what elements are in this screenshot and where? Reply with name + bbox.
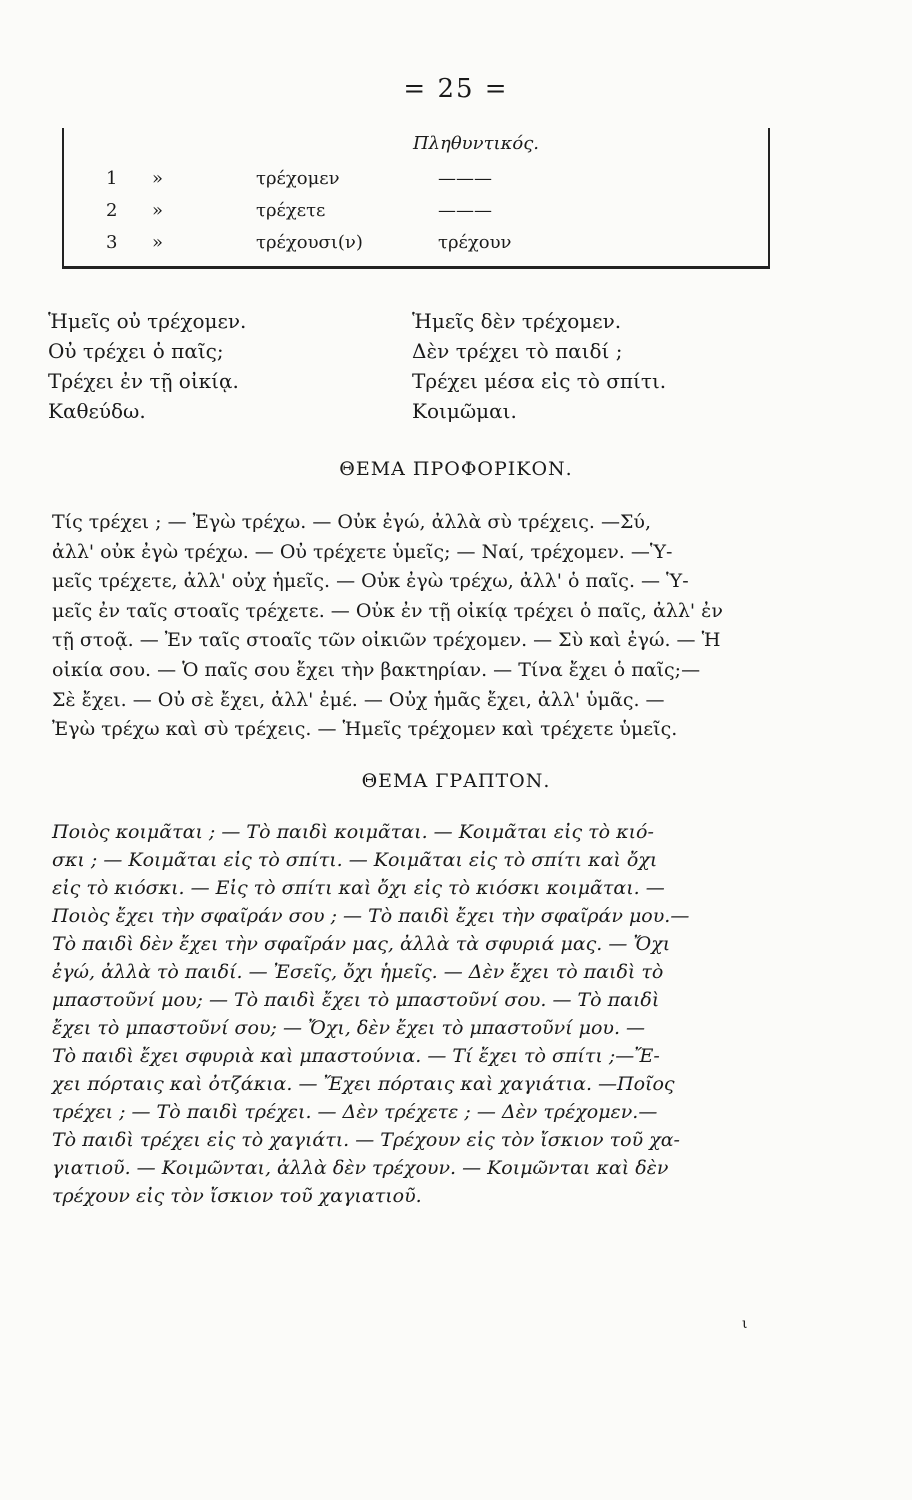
- example-line: Τρέχει μέσα εἰς τὸ σπίτι.: [412, 369, 667, 393]
- example-line: Τρέχει ἐν τῇ οἰκίᾳ.: [48, 369, 239, 393]
- example-line: Οὐ τρέχει ὁ παῖς;: [48, 339, 224, 363]
- written-exercise-heading: ΘΕΜΑ ΓΡΑΠΤΟΝ.: [361, 770, 551, 792]
- text-line: σκι ; — Κοιμᾶται εἰς τὸ σπίτι. — Κοιμᾶται εἰς τὸ σπίτι καὶ ὄχι: [52, 849, 658, 871]
- text-line: τρέχει ; — Τὸ παιδὶ τρέχει. — Δὲν τρέχετε ; — Δὲν τρέχομεν.—: [52, 1101, 658, 1123]
- verb-form: τρέχετε: [256, 200, 326, 221]
- table-heading: Πληθυντικός.: [412, 133, 540, 154]
- text-line: Τὸ παιδὶ ἔχει σφυριὰ καὶ μπαστούνια. — Τί ἔχει τὸ σπίτι ;—Ἔ-: [52, 1045, 660, 1067]
- oral-exercise-heading: ΘΕΜΑ ΠΡΟΦΟΡΙΚΟΝ.: [339, 458, 573, 480]
- text-line: ἐγώ, ἀλλὰ τὸ παιδί. — Ἐσεῖς, ὄχι ἡμεῖς. — Δὲν ἔχει τὸ παιδὶ τὸ: [52, 961, 664, 983]
- text-line: οἰκία σου. — Ὁ παῖς σου ἔχει τὴν βακτηρίαν. — Τίνα ἔχει ὁ παῖς;—: [52, 658, 701, 681]
- text-line: ἔχει τὸ μπαστοῦνί σου; — Ὄχι, δὲν ἔχει τὸ μπαστοῦνί μου. —: [52, 1017, 646, 1039]
- written-exercise-text: [52, 818, 784, 1210]
- text-line: Ἐγὼ τρέχω καὶ σὺ τρέχεις. — Ἡμεῖς τρέχομεν καὶ τρέχετε ὑμεῖς.: [52, 718, 678, 741]
- text-line: τῇ στοᾷ. — Ἐν ταῖς στοαῖς τῶν οἰκιῶν τρέχομεν. — Σὺ καὶ ἐγώ. — Ἡ: [52, 629, 721, 652]
- table-row: [64, 232, 768, 262]
- example-line: Ἡμεῖς δὲν τρέχομεν.: [412, 309, 622, 333]
- margin-mark: ι: [742, 1316, 748, 1332]
- example-line: Κοιμῶμαι.: [412, 399, 517, 423]
- ditto-mark: »: [152, 200, 164, 221]
- text-line: Σὲ ἔχει. — Οὐ σὲ ἔχει, ἀλλ' ἐμέ. — Οὐχ ἡμᾶς ἔχει, ἀλλ' ὑμᾶς. —: [52, 688, 665, 711]
- text-line: Τὸ παιδὶ τρέχει εἰς τὸ χαγιάτι. — Τρέχουν εἰς τὸν ἴσκιον τοῦ χα-: [52, 1129, 680, 1151]
- oral-exercise-text: [52, 508, 784, 745]
- verb-form-modern: ———: [438, 168, 492, 189]
- ancient-examples: [48, 306, 246, 426]
- ditto-mark: »: [152, 232, 164, 253]
- text-line: Τίς τρέχει ; — Ἐγὼ τρέχω. — Οὐκ ἐγώ, ἀλλὰ σὺ τρέχεις. —Σύ,: [52, 511, 651, 533]
- ditto-mark: »: [152, 168, 164, 189]
- text-line: μεῖς ἐν ταῖς στοαῖς τρέχετε. — Οὐκ ἐν τῇ οἰκίᾳ τρέχει ὁ παῖς, ἀλλ' ἐν: [52, 599, 723, 622]
- table-row: [64, 200, 768, 230]
- example-line: Δὲν τρέχει τὸ παιδί ;: [412, 339, 623, 363]
- example-line: Καθεύδω.: [48, 399, 146, 423]
- modern-examples: [412, 306, 666, 426]
- verb-form: τρέχομεν: [256, 168, 340, 189]
- text-line: ἀλλ' οὐκ ἐγὼ τρέχω. — Οὐ τρέχετε ὑμεῖς; — Ναί, τρέχομεν. —Ὑ-: [52, 540, 673, 563]
- text-line: μεῖς τρέχετε, ἀλλ' οὐχ ἡμεῖς. — Οὐκ ἐγὼ τρέχω, ἀλλ' ὁ παῖς. — Ὑ-: [52, 570, 689, 593]
- verb-form: τρέχουσι(ν): [256, 232, 363, 253]
- page-number: = 25 =: [403, 74, 509, 104]
- conjugation-table: [62, 128, 770, 269]
- text-line: χει πόρταις καὶ ὀτζάκια. — Ἔχει πόρταις καὶ χαγιάτια. —Ποῖος: [52, 1073, 675, 1095]
- table-row: [64, 168, 768, 198]
- verb-form-modern: ———: [438, 200, 492, 221]
- text-line: εἰς τὸ κιόσκι. — Εἰς τὸ σπίτι καὶ ὄχι εἰς τὸ κιόσκι κοιμᾶται. —: [52, 877, 665, 899]
- example-line: Ἡμεῖς οὐ τρέχομεν.: [48, 309, 247, 333]
- text-line: Ποιὸς κοιμᾶται ; — Τὸ παιδὶ κοιμᾶται. — Κοιμᾶται εἰς τὸ κιό-: [52, 821, 654, 843]
- text-line: Ποιὸς ἔχει τὴν σφαῖράν σου ; — Τὸ παιδὶ ἔχει τὴν σφαῖράν μου.—: [52, 905, 690, 927]
- text-line: μπαστοῦνί μου; — Τὸ παιδὶ ἔχει τὸ μπαστοῦνί σου. — Τὸ παιδὶ: [52, 989, 660, 1011]
- row-number: 3: [106, 232, 118, 253]
- verb-form-modern: τρέχουν: [438, 232, 512, 253]
- text-line: γιατιοῦ. — Κοιμῶνται, ἀλλὰ δὲν τρέχουν. — Κοιμῶνται καὶ δὲν: [52, 1157, 669, 1179]
- text-line: Τὸ παιδὶ δὲν ἔχει τὴν σφαῖράν μας, ἀλλὰ τὰ σφυριά μας. — Ὄχι: [52, 933, 671, 955]
- row-number: 2: [106, 200, 118, 221]
- text-line: τρέχουν εἰς τὸν ἴσκιον τοῦ χαγιατιοῦ.: [52, 1185, 422, 1207]
- row-number: 1: [106, 168, 118, 189]
